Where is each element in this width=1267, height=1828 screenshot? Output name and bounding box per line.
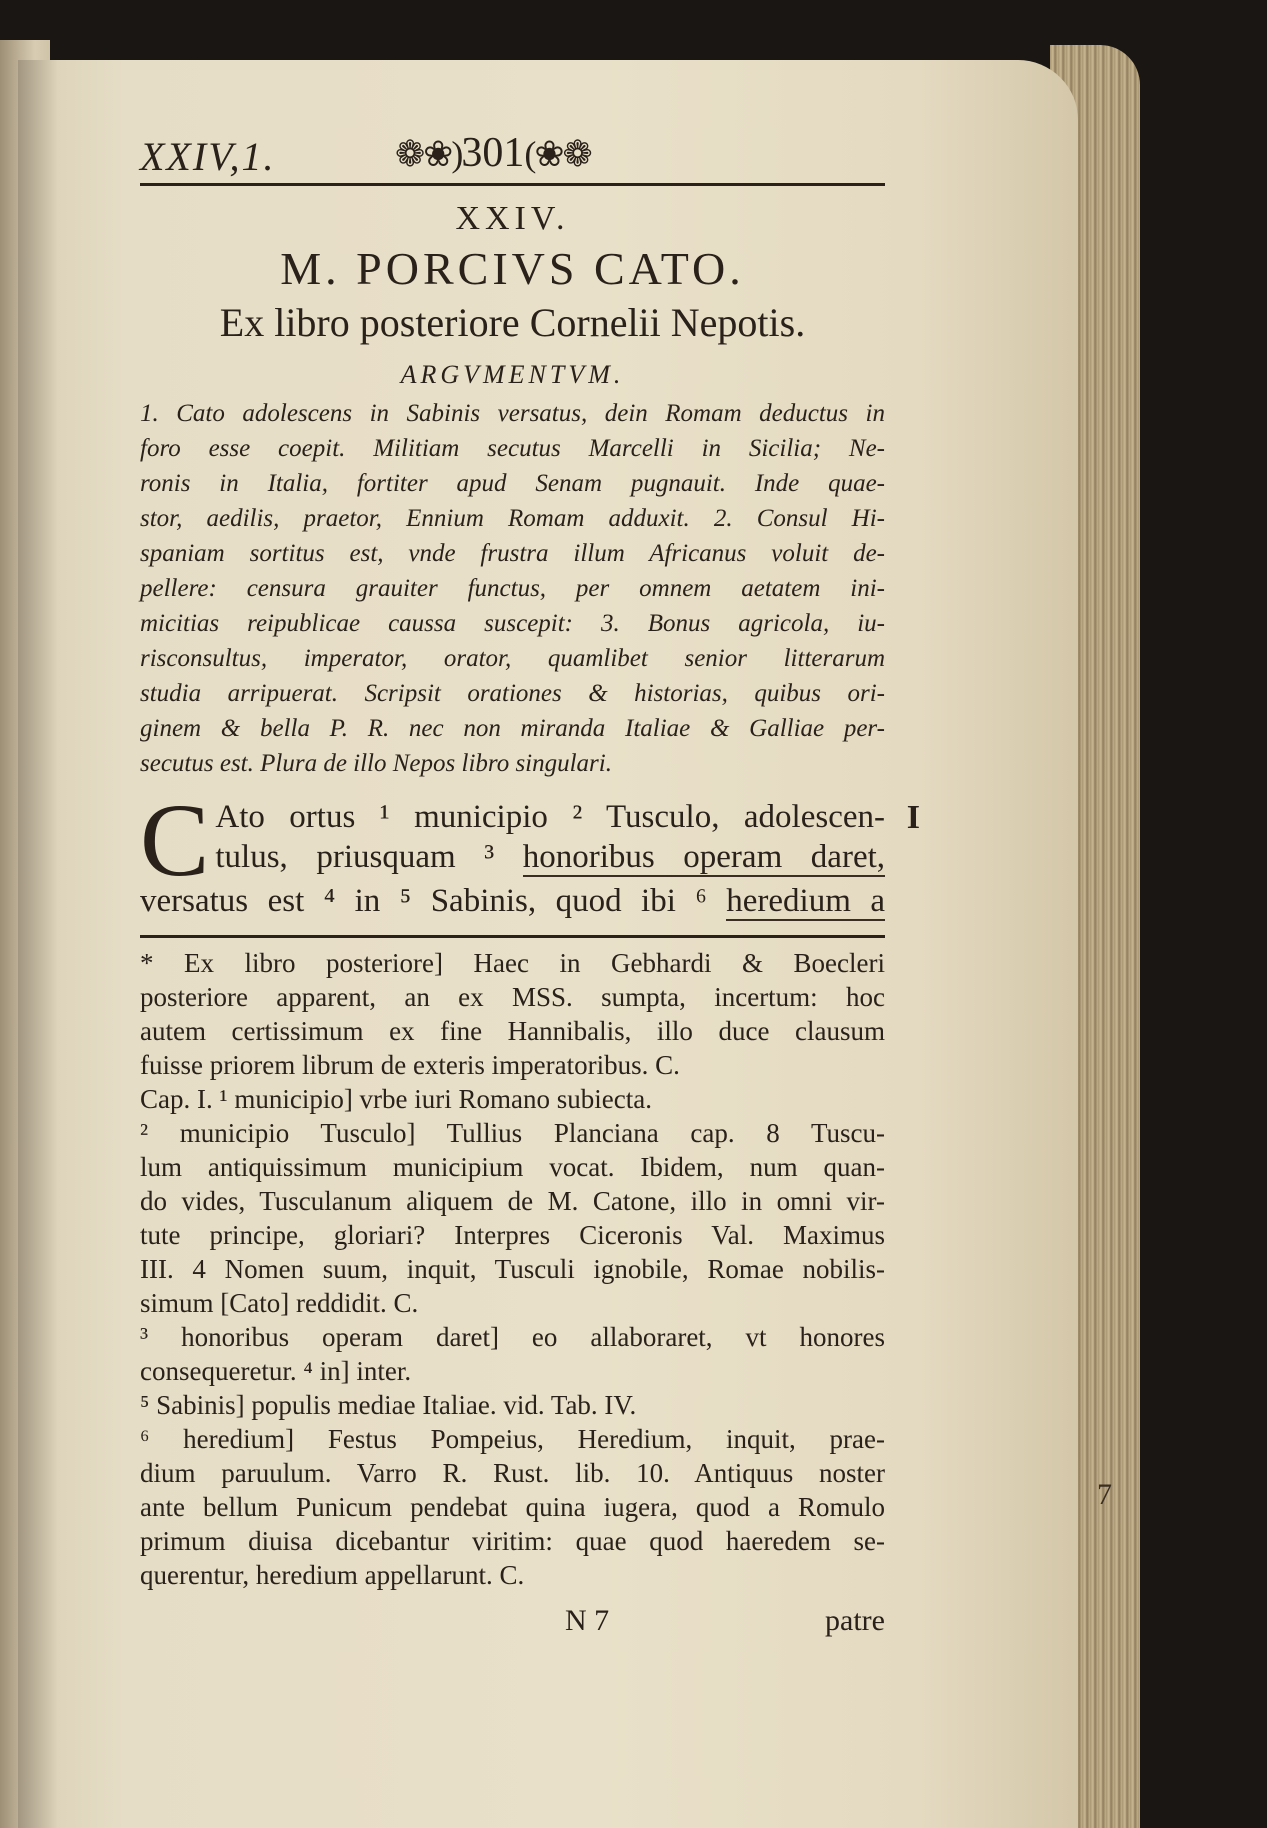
running-head bbox=[140, 125, 885, 186]
gutter-shadow bbox=[18, 60, 58, 1828]
footnote-rule bbox=[140, 935, 885, 938]
edge-number: 7 bbox=[1097, 1478, 1112, 1511]
catchword: patre bbox=[825, 1604, 885, 1637]
main-text-line bbox=[140, 881, 885, 921]
page-number: 301 bbox=[461, 130, 525, 176]
argumentum-line: 1. Cato adolescens in Sabinis versatus, dein Romam deductus in bbox=[140, 400, 885, 427]
footnote-line: fuisse priorem librum de exteris imperatoribus. C. bbox=[140, 1050, 680, 1080]
main-text bbox=[140, 783, 920, 921]
footnote-line: querentur, heredium appellarunt. C. bbox=[140, 1560, 525, 1590]
argumentum-line: risconsultus, imperator, orator, quamlibet senior litterarum bbox=[140, 645, 885, 672]
underlined-phrase: honoribus operam daret, bbox=[522, 839, 886, 875]
argumentum-line: studia arripuerat. Scripsit orationes & historias, quibus ori- bbox=[140, 680, 885, 707]
argumentum-line: micitias reipublicae caussa suscepit: 3. Bonus agricola, iu- bbox=[140, 610, 885, 637]
argumentum-heading: ARGVMENTVM. bbox=[400, 360, 625, 389]
footnotes bbox=[140, 946, 885, 1592]
footnote-line: ⁶ heredium] Festus Pompeius, Heredium, inquit, prae- bbox=[140, 1424, 885, 1454]
footnote-line: lum antiquissimum municipium vocat. Ibidem, num quan- bbox=[140, 1152, 885, 1182]
footnote-line: simum [Cato] reddidit. C. bbox=[140, 1288, 419, 1318]
footnote-line: primum diuisa dicebantur viritim: quae quod haeredem se- bbox=[140, 1526, 885, 1556]
main-text-segment: tulus, priusquam ³ bbox=[215, 839, 523, 875]
footnote-line: do vides, Tusculanum aliquem de M. Catone, illo in omni vir- bbox=[140, 1186, 885, 1216]
underlined-phrase: heredium a bbox=[726, 883, 885, 919]
argumentum-line: spaniam sortitus est, vnde frustra illum Africanus voluit de- bbox=[140, 540, 885, 567]
page-number-block bbox=[395, 129, 591, 177]
chapter-number: XXIV. bbox=[455, 200, 570, 237]
catchline bbox=[140, 1600, 885, 1644]
argumentum-line: stor, aedilis, praetor, Ennium Romam adduxit. 2. Consul Hi- bbox=[140, 505, 885, 532]
margin-section-mark: I bbox=[906, 799, 920, 836]
footnote-line: posteriore apparent, an ex MSS. sumpta, incertum: hoc bbox=[140, 982, 885, 1012]
footnote-line: Cap. I. ¹ municipio] vrbe iuri Romano subiecta. bbox=[140, 1084, 652, 1114]
argumentum-line: secutus est. Plura de illo Nepos libro singulari. bbox=[140, 750, 612, 777]
footnote-line: consequeretur. ⁴ in] inter. bbox=[140, 1356, 412, 1386]
page-content bbox=[140, 125, 920, 1644]
argumentum-line: pellere: censura grauiter functus, per omnem aetatem ini- bbox=[140, 575, 885, 602]
ornament-right-icon: (❀❁ bbox=[524, 134, 591, 174]
footnote-line: III. 4 Nomen suum, inquit, Tusculi ignobile, Romae nobilis- bbox=[140, 1254, 885, 1284]
quire-signature: N 7 bbox=[565, 1604, 610, 1637]
main-text-line bbox=[140, 837, 885, 877]
footnote-line: autem certissimum ex fine Hannibalis, illo duce clausum bbox=[140, 1016, 885, 1046]
chapter-title: M. PORCIVS CATO. bbox=[280, 243, 745, 294]
main-text-segment: versatus est ⁴ in ⁵ Sabinis, quod ibi ⁶ bbox=[140, 883, 727, 919]
footnote-line: ante bellum Punicum pendebat quina iugera, quod a Romulo bbox=[140, 1492, 885, 1522]
footnote-line: ² municipio Tusculo] Tullius Planciana cap. 8 Tuscu- bbox=[140, 1118, 885, 1148]
footnote-line: tute principe, gloriari? Interpres Ciceronis Val. Maximus bbox=[140, 1220, 885, 1250]
footnote-line: * Ex libro posteriore] Haec in Gebhardi & Boecleri bbox=[140, 948, 885, 978]
drop-cap-initial: C bbox=[140, 783, 210, 898]
argumentum-line: ginem & bella P. R. nec non miranda Italiae & Galliae per- bbox=[140, 715, 885, 742]
footnote-line: dium paruulum. Varro R. Rust. lib. 10. Antiquus noster bbox=[140, 1458, 885, 1488]
main-text-line: Ato ortus ¹ municipio ² Tusculo, adolescen- bbox=[215, 799, 885, 835]
gathering-signature: XXIV,1. bbox=[140, 134, 276, 179]
footnote-line: ³ honoribus operam daret] eo allaboraret, vt honores bbox=[140, 1322, 885, 1352]
argumentum-line: foro esse coepit. Militiam secutus Marcelli in Sicilia; Ne- bbox=[140, 435, 885, 462]
chapter-subtitle: Ex libro posteriore Cornelii Nepotis. bbox=[219, 300, 806, 345]
argumentum-line: ronis in Italia, fortiter apud Senam pugnauit. Inde quae- bbox=[140, 470, 885, 497]
argumentum-text bbox=[140, 396, 885, 781]
ornament-left-icon: ❁❀) bbox=[395, 134, 462, 174]
footnote-line: ⁵ Sabinis] populis mediae Italiae. vid. Tab. IV. bbox=[140, 1390, 637, 1420]
